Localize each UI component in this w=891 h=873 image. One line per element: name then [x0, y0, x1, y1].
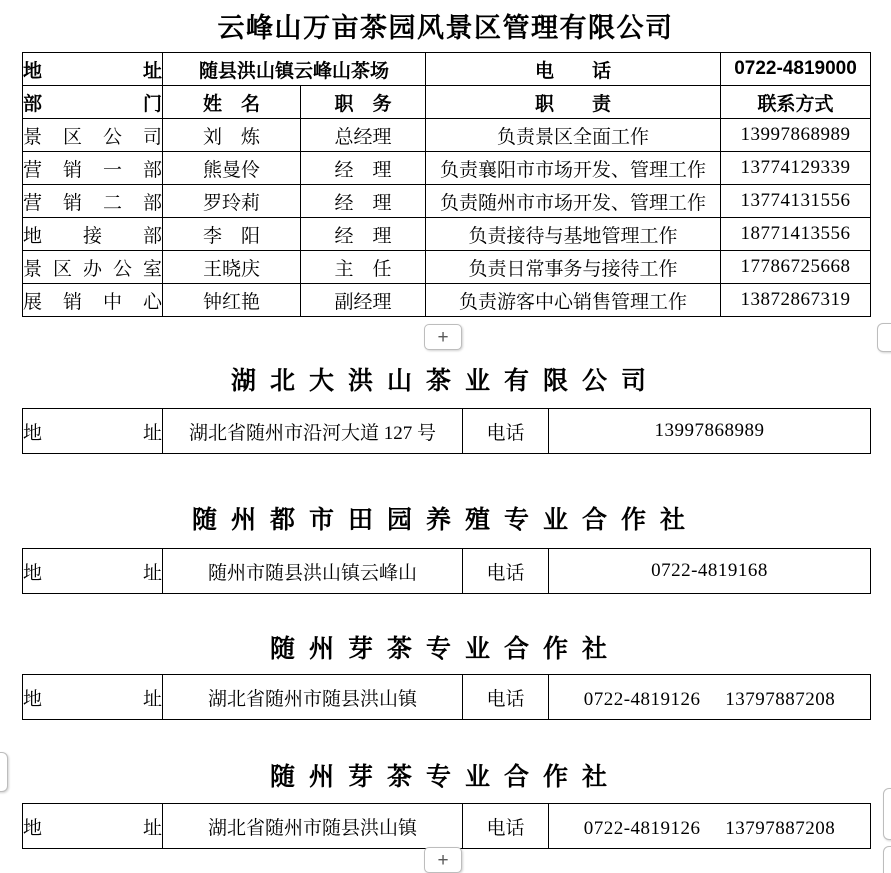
cell-contact: 13872867319 — [721, 284, 871, 317]
cell-duty: 负责游客中心销售管理工作 — [426, 284, 721, 317]
cell-contact: 18771413556 — [721, 218, 871, 251]
table-row — [23, 119, 871, 152]
address-label: 地址 — [23, 53, 163, 86]
table-row — [23, 218, 871, 251]
address-value: 湖北省随州市随县洪山镇 — [163, 804, 463, 849]
table-row — [23, 53, 871, 86]
clipped-insert-handle-right[interactable] — [883, 788, 891, 840]
cell-duty: 负责日常事务与接待工作 — [426, 251, 721, 284]
company3-title: 随州都市田园养殖专业合作社 — [191, 507, 699, 534]
address-label: 地址 — [23, 804, 163, 849]
cell-name: 刘 炼 — [163, 119, 301, 152]
cell-department: 景区办公室 — [23, 251, 163, 284]
table-row — [23, 185, 871, 218]
phone-label: 电话 — [463, 549, 549, 594]
address-label: 地址 — [23, 549, 163, 594]
cell-position: 经 理 — [301, 218, 426, 251]
clipped-insert-handle-right[interactable] — [877, 323, 891, 352]
address-label: 地址 — [23, 409, 163, 454]
company1-title: 云峰山万亩茶园风景区管理有限公司 — [217, 13, 674, 43]
address-value: 随州市随县洪山镇云峰山 — [163, 549, 463, 594]
plus-icon: + — [437, 326, 449, 348]
company2-title: 湖北大洪山茶业有限公司 — [230, 368, 660, 395]
table-row — [23, 152, 871, 185]
phone-label: 电话 — [463, 409, 549, 454]
table-row — [23, 804, 871, 849]
phone-value: 0722-4819168 — [549, 549, 871, 594]
cell-position: 经 理 — [301, 185, 426, 218]
phone-value: 0722-4819126 13797887208 — [549, 804, 871, 849]
plus-icon: + — [437, 849, 449, 871]
phone-value: 0722-4819000 — [721, 53, 871, 86]
cell-name: 王晓庆 — [163, 251, 301, 284]
address-value: 湖北省随州市沿河大道 127 号 — [163, 409, 463, 454]
insert-row-button[interactable] — [424, 324, 462, 350]
cell-position: 总经理 — [301, 119, 426, 152]
company2-info-table — [22, 408, 871, 454]
phone-value: 0722-4819126 13797887208 — [549, 675, 871, 720]
table-row — [23, 251, 871, 284]
cell-department: 展销中心 — [23, 284, 163, 317]
cell-name: 李 阳 — [163, 218, 301, 251]
phone-label: 电话 — [463, 804, 549, 849]
company5-title: 随州芽茶专业合作社 — [269, 764, 621, 791]
cell-department: 地接部 — [23, 218, 163, 251]
col-header-position: 职 务 — [301, 86, 426, 119]
col-header-name: 姓 名 — [163, 86, 301, 119]
cell-name: 熊曼伶 — [163, 152, 301, 185]
cell-name: 钟红艳 — [163, 284, 301, 317]
company3-info-table — [22, 548, 871, 594]
insert-row-button[interactable] — [424, 847, 462, 873]
phone-value: 13997868989 — [549, 409, 871, 454]
table-row — [23, 409, 871, 454]
cell-contact: 13774129339 — [721, 152, 871, 185]
cell-position: 副经理 — [301, 284, 426, 317]
company1-contact-table — [22, 52, 871, 317]
cell-contact: 13774131556 — [721, 185, 871, 218]
table-row — [23, 675, 871, 720]
phone-label: 电 话 — [426, 53, 721, 86]
address-value: 湖北省随州市随县洪山镇 — [163, 675, 463, 720]
cell-duty: 负责襄阳市市场开发、管理工作 — [426, 152, 721, 185]
table-row — [23, 549, 871, 594]
company4-info-table — [22, 674, 871, 720]
table-header-row — [23, 86, 871, 119]
cell-contact: 13997868989 — [721, 119, 871, 152]
cell-department: 营销一部 — [23, 152, 163, 185]
col-header-department: 部门 — [23, 86, 163, 119]
phone-label: 电话 — [463, 675, 549, 720]
cell-position: 主 任 — [301, 251, 426, 284]
cell-name: 罗玲莉 — [163, 185, 301, 218]
cell-department: 景区公司 — [23, 119, 163, 152]
company5-info-table — [22, 803, 871, 849]
clipped-insert-handle-right[interactable] — [883, 846, 891, 873]
address-value: 随县洪山镇云峰山茶场 — [163, 53, 426, 86]
clipped-insert-handle-left[interactable] — [0, 752, 8, 792]
col-header-duty: 职 责 — [426, 86, 721, 119]
cell-duty: 负责接待与基地管理工作 — [426, 218, 721, 251]
cell-duty: 负责景区全面工作 — [426, 119, 721, 152]
cell-contact: 17786725668 — [721, 251, 871, 284]
company4-title: 随州芽茶专业合作社 — [269, 636, 621, 663]
address-label: 地址 — [23, 675, 163, 720]
cell-duty: 负责随州市市场开发、管理工作 — [426, 185, 721, 218]
table-row — [23, 284, 871, 317]
cell-position: 经 理 — [301, 152, 426, 185]
col-header-contact: 联系方式 — [721, 86, 871, 119]
cell-department: 营销二部 — [23, 185, 163, 218]
